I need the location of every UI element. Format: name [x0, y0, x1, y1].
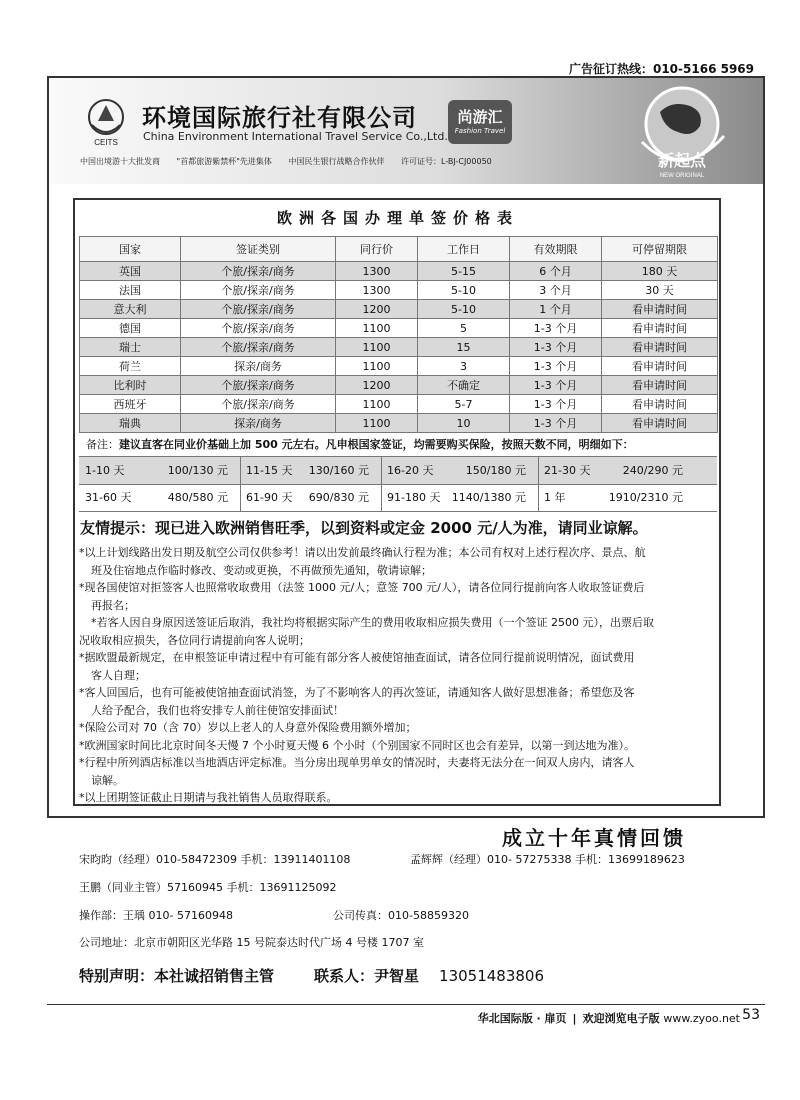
footer-divider [47, 1004, 765, 1005]
term-line: 谅解。 [91, 773, 124, 787]
insurance-cell [240, 457, 381, 484]
tagline: "首都旅游紫禁杯"先进集体 [176, 157, 272, 166]
insurance-days: 1-10 天 [85, 464, 125, 477]
insurance-cell [538, 457, 717, 484]
contact-fax: 公司传真：010-58859320 [333, 909, 469, 922]
table-cell: 看申请时间 [602, 414, 718, 433]
term-line: *保险公司对 70（含 70）岁以上老人的人身意外保险费用额外增加； [79, 721, 417, 734]
table-row [80, 338, 718, 357]
contact-meng: 孟辉辉（经理）010- 57275338 手机：13699189623 [410, 853, 685, 866]
insurance-days: 11-15 天 [246, 464, 293, 477]
fashion-travel-en: Fashion Travel [454, 127, 506, 135]
term-line: 班及住宿地点作临时修改、变动或更换，不再做预先通知，敬请谅解； [91, 563, 432, 577]
table-cell: 看申请时间 [602, 357, 718, 376]
footer-url[interactable]: www.zyoo.net [663, 1012, 740, 1025]
insurance-days: 91-180 天 [387, 491, 441, 504]
table-title: 欧洲各国办理单签价格表 [276, 209, 519, 227]
note-text: 建议直客在同业价基础上加 500 元左右。凡申根国家签证，均需要购买保险，按照天数不同，明细如下： [119, 438, 634, 451]
company-taglines [80, 156, 506, 167]
friendly-tip: 友情提示：现已进入欧洲销售旺季，以到资料或定金 2000 元/人为准，请同业谅解。 [80, 519, 648, 537]
table-cell: 1100 [336, 357, 418, 376]
term-line: 再报名； [91, 598, 135, 612]
table-cell: 德国 [80, 319, 181, 338]
term-line: *客人回国后，也有可能被使馆抽查面试消签，为了不影响客人的再次签证，请通知客人做好思想准备；希望您及客 [79, 686, 635, 699]
insurance-price: 1910/2310 元 [608, 491, 683, 504]
page-number: 53 [742, 1007, 760, 1023]
table-header-row [80, 237, 718, 262]
grid-divider [79, 484, 717, 485]
table-cell: 5-7 [418, 395, 510, 414]
insurance-cell [538, 484, 717, 511]
table-row [80, 357, 718, 376]
table-row [80, 281, 718, 300]
table-cell: 1-3 个月 [510, 376, 602, 395]
insurance-price: 100/130 元 [167, 464, 228, 477]
footer-browse: 欢迎浏览电子版 [582, 1012, 660, 1025]
term-line: 况收取相应损失，各位同行请提前向客人说明； [79, 633, 310, 647]
insurance-price: 480/580 元 [167, 491, 228, 504]
insurance-grid [79, 456, 717, 512]
table-cell: 意大利 [80, 300, 181, 319]
emblem-text: CEITS [94, 138, 118, 147]
table-cell: 3 [418, 357, 510, 376]
column-header: 工作日 [418, 237, 510, 262]
table-cell: 30 天 [602, 281, 718, 300]
table-cell: 1-3 个月 [510, 395, 602, 414]
note-label: 备注： [86, 438, 119, 451]
term-line: 客人自理； [91, 668, 146, 682]
table-row [80, 414, 718, 433]
column-header: 有效期限 [510, 237, 602, 262]
insurance-price: 130/160 元 [308, 464, 369, 477]
table-cell: 1300 [336, 281, 418, 300]
table-cell: 不确定 [418, 376, 510, 395]
table-cell: 看申请时间 [602, 319, 718, 338]
table-cell: 5 [418, 319, 510, 338]
table-cell: 法国 [80, 281, 181, 300]
statement-contact: 联系人：尹智星 [314, 967, 420, 985]
insurance-cell [79, 484, 240, 511]
term-line: *若客人因自身原因送签证后取消，我社均将根据实际产生的费用收取相应损失费用（一个签证 2500 元），出票后取 [91, 616, 654, 629]
special-statement [79, 965, 544, 986]
table-cell: 瑞士 [80, 338, 181, 357]
table-cell: 1 个月 [510, 300, 602, 319]
table-cell: 6 个月 [510, 262, 602, 281]
table-cell: 看申请时间 [602, 338, 718, 357]
table-cell: 1100 [336, 338, 418, 357]
terms-list [79, 544, 723, 807]
table-cell: 3 个月 [510, 281, 602, 300]
table-cell: 1-3 个月 [510, 414, 602, 433]
table-cell: 个旅/探亲/商务 [181, 300, 336, 319]
fashion-travel-logo [448, 100, 512, 144]
table-cell: 英国 [80, 262, 181, 281]
term-line: *以上团期签证截止日期请与我社销售人员取得联系。 [79, 791, 338, 804]
term-line: *现各国使馆对拒签客人也照常收取费用（法签 1000 元/人；意签 700 元/人），请各位同行提前向客人收取签证费后 [79, 581, 645, 594]
table-cell: 个旅/探亲/商务 [181, 281, 336, 300]
term-line: *欧洲国家时间比北京时间冬天慢 7 个小时夏天慢 6 个小时（个别国家不同时区也会有差异，以第一到达地为准）。 [79, 738, 635, 752]
contact-song: 宋昀昀（经理）010-58472309 手机：13911401108 [79, 853, 351, 866]
table-cell: 1200 [336, 300, 418, 319]
company-name-cn: 环境国际旅行社有限公司 [142, 104, 417, 132]
table-cell: 1-3 个月 [510, 338, 602, 357]
tagline: 中国民生银行战略合作伙伴 [288, 157, 385, 166]
column-header: 同行价 [336, 237, 418, 262]
table-cell: 西班牙 [80, 395, 181, 414]
company-address: 公司地址：北京市朝阳区光华路 15 号院泰达时代广场 4 号楼 1707 室 [79, 936, 424, 949]
table-cell: 瑞典 [80, 414, 181, 433]
fashion-travel-cn: 尚游汇 [457, 108, 503, 126]
insurance-price: 690/830 元 [308, 491, 369, 504]
table-cell: 1100 [336, 414, 418, 433]
grid-divider [381, 457, 382, 511]
table-cell: 个旅/探亲/商务 [181, 395, 336, 414]
insurance-days: 1 年 [544, 491, 566, 504]
globe-text-cn: 新起点 [657, 151, 707, 170]
table-cell: 探亲/商务 [181, 414, 336, 433]
table-cell: 看申请时间 [602, 395, 718, 414]
grid-divider [538, 457, 539, 511]
column-header: 签证类别 [181, 237, 336, 262]
globe-logo-icon [612, 82, 752, 182]
table-row [80, 319, 718, 338]
table-cell: 180 天 [602, 262, 718, 281]
anniversary-slogan: 成立十年真情回馈 [502, 826, 686, 850]
table-cell: 个旅/探亲/商务 [181, 376, 336, 395]
contact-wang: 王鹏（同业主管）57160945 手机：13691125092 [79, 881, 337, 894]
grid-divider [240, 457, 241, 511]
table-cell: 5-10 [418, 281, 510, 300]
table-cell: 1100 [336, 319, 418, 338]
table-cell: 15 [418, 338, 510, 357]
term-line: *据欧盟最新规定，在申根签证申请过程中有可能有部分客人被使馆抽查面试，请各位同行提前说明情况，面试费用 [79, 651, 635, 664]
table-cell: 个旅/探亲/商务 [181, 338, 336, 357]
visa-price-table [79, 236, 718, 433]
insurance-cell [381, 484, 538, 511]
insurance-cell [381, 457, 538, 484]
tagline: 中国出境游十大批发商 [80, 157, 160, 166]
ad-hotline: 广告征订热线：010-5166 5969 [568, 62, 754, 76]
table-cell: 看申请时间 [602, 376, 718, 395]
table-cell: 1200 [336, 376, 418, 395]
statement-text: 特别声明：本社诚招销售主管 [79, 967, 275, 985]
insurance-cell [240, 484, 381, 511]
statement-phone: 13051483806 [439, 967, 545, 985]
table-cell: 5-15 [418, 262, 510, 281]
table-cell: 10 [418, 414, 510, 433]
table-cell: 个旅/探亲/商务 [181, 262, 336, 281]
page-footer [478, 1010, 740, 1026]
table-cell: 1-3 个月 [510, 357, 602, 376]
table-cell: 1-3 个月 [510, 319, 602, 338]
insurance-days: 31-60 天 [85, 491, 132, 504]
table-cell: 比利时 [80, 376, 181, 395]
table-cell: 5-10 [418, 300, 510, 319]
column-header: 国家 [80, 237, 181, 262]
footer-section: 华北国际版 · 扉页 [477, 1012, 567, 1025]
table-row [80, 376, 718, 395]
table-cell: 1100 [336, 395, 418, 414]
company-name-en: China Environment International Travel Service Co.,Ltd. [143, 130, 448, 143]
table-cell: 看申请时间 [602, 300, 718, 319]
column-header: 可停留期限 [602, 237, 718, 262]
insurance-days: 61-90 天 [246, 491, 293, 504]
term-line: 人给予配合，我们也将安排专人前往使馆安排面试！ [91, 703, 344, 717]
table-cell: 探亲/商务 [181, 357, 336, 376]
table-row [80, 300, 718, 319]
table-row [80, 395, 718, 414]
term-line: *行程中所列酒店标准以当地酒店评定标准。当分房出现单男单女的情况时，夫妻将无法分在一间双人房内，请客人 [79, 756, 635, 769]
globe-text-en: NEW ORIGINAL [659, 173, 705, 179]
ceits-emblem-icon [80, 95, 132, 147]
insurance-price: 150/180 元 [465, 464, 526, 477]
table-note [86, 436, 634, 452]
table-cell: 荷兰 [80, 357, 181, 376]
insurance-days: 21-30 天 [544, 464, 591, 477]
insurance-days: 16-20 天 [387, 464, 434, 477]
table-row [80, 262, 718, 281]
insurance-price: 1140/1380 元 [451, 491, 526, 504]
footer-separator: | [572, 1012, 577, 1025]
contact-operator: 操作部：王瑀 010- 57160948 [79, 909, 233, 922]
table-cell: 个旅/探亲/商务 [181, 319, 336, 338]
insurance-price: 240/290 元 [622, 464, 683, 477]
tagline: 许可证号：L-BJ-CJ00050 [401, 157, 492, 166]
term-line: *以上计划线路出发日期及航空公司仅供参考！请以出发前最终确认行程为准；本公司有权对上述行程次序、景点、航 [79, 546, 646, 559]
table-cell: 1300 [336, 262, 418, 281]
insurance-cell [79, 457, 240, 484]
